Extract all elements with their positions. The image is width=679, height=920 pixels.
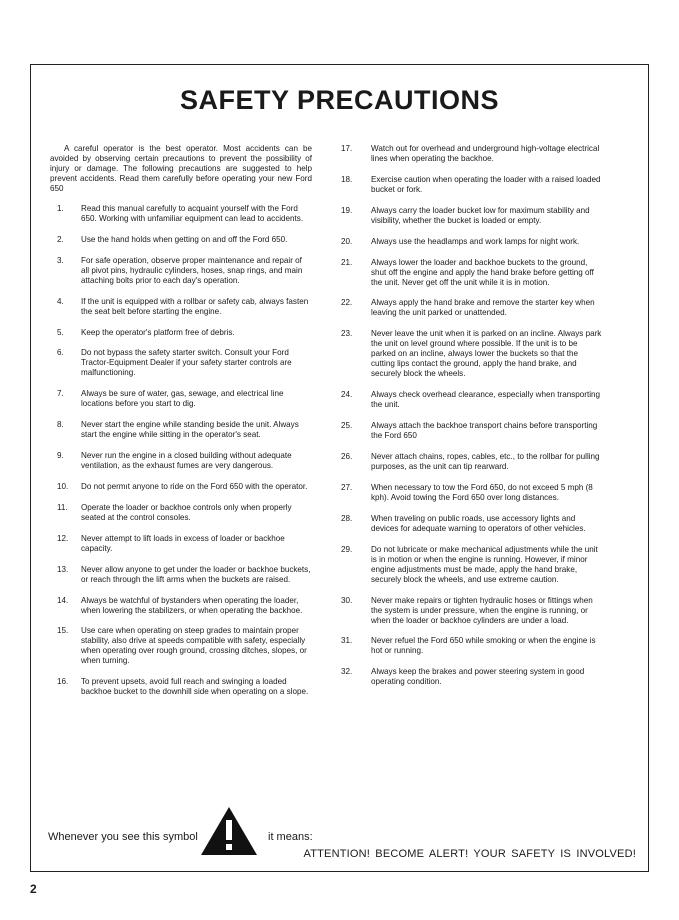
precaution-number: 14. (57, 595, 69, 605)
precaution-text: Watch out for overhead and underground high-voltage electrical lines when operating the backhoe. (371, 144, 600, 163)
precaution-item (341, 514, 603, 534)
precaution-number: 2. (57, 234, 64, 244)
precaution-number: 21. (341, 257, 353, 267)
precaution-text: Never run the engine in a closed building without adequate ventilation, as the exhaust fumes are very dangerous. (81, 451, 292, 471)
precaution-item (341, 667, 603, 687)
precaution-number: 16. (57, 677, 69, 687)
precaution-number: 30. (341, 595, 353, 605)
precaution-item (341, 144, 603, 164)
precaution-item (50, 389, 312, 409)
left-column (50, 144, 312, 708)
precaution-text: Always carry the loader bucket low for maximum stability and visibility, whether the bucket is loaded or empty. (371, 205, 590, 225)
precaution-item (341, 329, 603, 379)
precaution-number: 11. (57, 502, 68, 512)
page-title: SAFETY PRECAUTIONS (179, 85, 500, 115)
right-item-list (341, 144, 603, 687)
precaution-number: 1. (57, 204, 64, 213)
precaution-text: When necessary to tow the Ford 650, do not exceed 5 mph (8 kph). Avoid towing the Ford 650 over long distances. (371, 482, 593, 502)
precaution-text: Always attach the backhoe transport chains before transporting the Ford 650 (371, 421, 598, 441)
precaution-number: 20. (341, 236, 353, 246)
precaution-text: Never leave the unit when it is parked on an incline. Always park the unit on level ground where possible. If the unit is to be parked on an incline, always lower the buckets so that the cutting lips contact the ground, apply the hand brake, and securely block the wheels. (371, 329, 602, 379)
precaution-number: 15. (57, 626, 69, 636)
precaution-number: 9. (57, 451, 64, 461)
precaution-item (341, 421, 603, 441)
precaution-number: 10. (57, 482, 69, 492)
precaution-text: Keep the operator's platform free of debris. (81, 327, 235, 337)
precaution-item (50, 534, 312, 554)
precaution-item (50, 297, 312, 317)
precaution-number: 19. (341, 205, 353, 215)
precaution-text: Use the hand holds when getting on and off the Ford 650. (81, 234, 288, 244)
precaution-text: Always apply the hand brake and remove the starter key when leaving the unit parked or unattended. (371, 298, 595, 318)
precaution-text: When traveling on public roads, use accessory lights and devices for adequate warning to operators of other vehicles. (371, 513, 586, 533)
precaution-text: Read this manual carefully to acquaint yourself with the Ford 650. Working with unfamiliar equipment can lead to accidents. (81, 204, 304, 223)
precaution-item (50, 565, 312, 585)
right-column (341, 144, 603, 698)
precaution-number: 25. (341, 421, 353, 431)
precaution-number: 6. (57, 348, 64, 358)
precaution-item (341, 258, 603, 288)
safety-footer (31, 805, 648, 865)
precaution-text: Do not lubricate or make mechanical adjustments while the unit is in motion or when the engine is running. However, if minor engine adjustments must be made, apply the hand brake, securely block the wheels, and use extreme caution. (371, 544, 598, 584)
precaution-text: Always be sure of water, gas, sewage, and electrical line locations before you start to dig. (81, 389, 284, 409)
precaution-number: 17. (341, 144, 353, 153)
intro-paragraph: A careful operator is the best operator. Most accidents can be avoided by observing certain precautions to prevent the possibility of injury or damage. The following precautions are suggested to help prevent accidents. Read them carefully before operating your new Ford 650 (50, 144, 312, 193)
precaution-item (341, 452, 603, 472)
safety-frame (30, 64, 649, 872)
precaution-text: Never make repairs or tighten hydraulic hoses or fittings when the system is under pressure, when the engine is running, or when the loader or backhoe cylinders are under a load. (371, 595, 593, 625)
precaution-item (341, 390, 603, 410)
precaution-item (50, 204, 312, 224)
precaution-number: 3. (57, 255, 64, 265)
precaution-number: 32. (341, 667, 353, 677)
precaution-item (341, 237, 603, 247)
precaution-text: Operate the loader or backhoe controls only when properly seated at the control consoles. (81, 502, 292, 522)
precaution-text: Always use the headlamps and work lamps for night work. (371, 236, 580, 246)
precaution-text: Do not permıt anyone to ride on the Ford 650 with the operator. (81, 482, 308, 492)
precaution-number: 13. (57, 564, 69, 574)
precaution-item (50, 235, 312, 245)
precaution-item (341, 206, 603, 226)
precaution-item (50, 482, 312, 492)
precaution-item (50, 328, 312, 338)
precaution-text: Always keep the brakes and power steering system in good operating condition. (371, 667, 585, 687)
precaution-number: 23. (341, 329, 353, 339)
precaution-item (50, 503, 312, 523)
precaution-number: 26. (341, 452, 353, 462)
precaution-number: 7. (57, 389, 64, 399)
precaution-text: Always be watchful of bystanders when operating the loader, when lowering the stabilizers, or when operating the backhoe. (81, 595, 303, 615)
precaution-text: Do not bypass the safety starter switch. Consult your Ford Tractor-Equipment Dealer if your safety starter controls are malfunctioning. (81, 348, 292, 378)
left-item-list (50, 204, 312, 697)
precaution-item (341, 175, 603, 195)
precaution-text: Always lower the loader and backhoe buckets to the ground, shut off the engine and apply the hand brake before getting off the unit. Never get off the unit while it is in motion. (371, 257, 594, 287)
precaution-text: Exercise caution when operating the loader with a raised loaded bucket or fork. (371, 174, 601, 194)
precaution-number: 29. (341, 544, 353, 554)
precaution-item (50, 256, 312, 286)
precaution-text: To prevent upsets, avoid full reach and swinging a loaded backhoe bucket to the downhill side when operating on a slope. (81, 677, 309, 697)
precaution-item (50, 596, 312, 616)
precaution-item (341, 483, 603, 503)
precaution-item (341, 636, 603, 656)
precaution-number: 4. (57, 296, 64, 306)
precaution-item (50, 677, 312, 697)
precaution-number: 12. (57, 533, 69, 543)
precaution-item (50, 626, 312, 666)
attention-text: ATTENTION! BECOME ALERT! YOUR SAFETY IS INVOLVED! (303, 848, 636, 860)
precaution-item (341, 545, 603, 585)
precaution-number: 24. (341, 390, 353, 400)
precaution-text: Never refuel the Ford 650 while smoking or when the engine is hot or running. (371, 636, 596, 656)
precaution-text: If the unit is equipped with a rollbar or safety cab, always fasten the seat belt before starting the engine. (81, 296, 309, 316)
page-number: 2 (30, 882, 37, 896)
precaution-item (50, 451, 312, 471)
precaution-item (341, 596, 603, 626)
precaution-number: 18. (341, 174, 353, 184)
warning-triangle-icon (199, 805, 259, 857)
precaution-item (50, 420, 312, 440)
precaution-number: 28. (341, 513, 353, 523)
precaution-item (50, 348, 312, 378)
precaution-text: Never attempt to lift loads in excess of loader or backhoe capacity. (81, 533, 285, 553)
precaution-number: 22. (341, 298, 353, 308)
precaution-text: Never start the engine while standing beside the unit. Always start the engine while sitting in the operator's seat. (81, 420, 299, 440)
precaution-number: 31. (341, 636, 353, 646)
precaution-number: 27. (341, 482, 353, 492)
precaution-text: Never attach chains, ropes, cables, etc., to the rollbar for pulling purposes, as the unit can tip rearward. (371, 452, 600, 472)
precaution-text: Always check overhead clearance, especially when transporting the unit. (371, 390, 600, 410)
precaution-number: 8. (57, 420, 64, 430)
precaution-text: For safe operation, observe proper maintenance and repair of all pivot pins, hydraulic cylinders, hoses, snap rings, and main attaching bolts prior to each day's operation. (81, 255, 303, 285)
precaution-number: 5. (57, 327, 64, 337)
precaution-item (341, 298, 603, 318)
symbol-means-text: it means: (268, 831, 313, 843)
symbol-lead-text: Whenever you see this symbol (48, 831, 198, 843)
precaution-text: Use care when operating on steep grades to maintain proper stability, also drive at speeds compatible with safety, especially when operating over rough ground, crossing ditches, slopes, or when turning. (81, 626, 307, 666)
precaution-text: Never allow anyone to get under the loader or backhoe buckets, or reach through the lift arms when the buckets are raised. (81, 564, 311, 584)
